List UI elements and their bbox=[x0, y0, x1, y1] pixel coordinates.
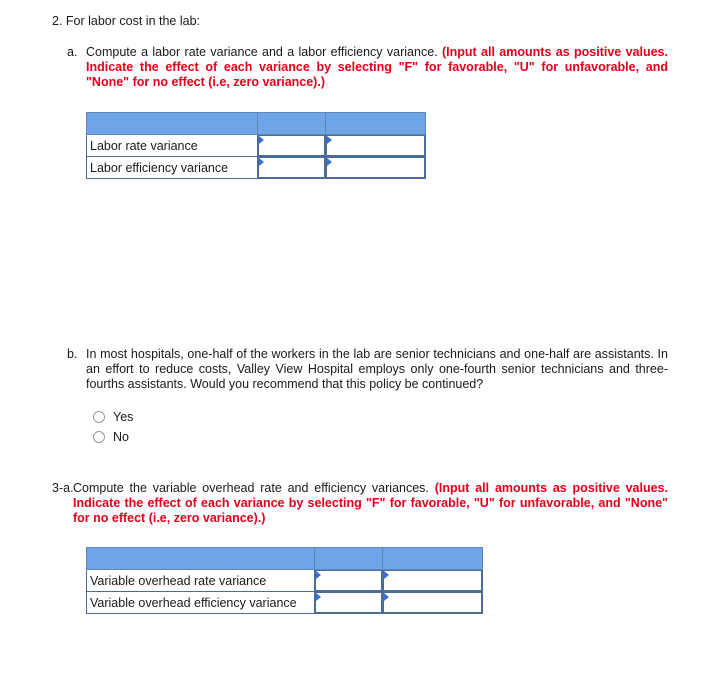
part-a-text: Compute a labor rate variance and a labor efficiency variance. bbox=[86, 45, 438, 59]
table-row bbox=[87, 570, 483, 592]
part-3a-instruction: (Input all amounts as positive values. Indicate the effect of each variance by selecting "F" for favorable, "U" for unfavorable, and "None" for no effect (i.e, zero variance).) bbox=[73, 481, 668, 525]
header-cell-amount bbox=[258, 113, 326, 135]
table-header-row bbox=[87, 113, 426, 135]
input-marker-icon bbox=[384, 593, 389, 601]
header-cell-amount bbox=[315, 548, 383, 570]
radio-label-yes: Yes bbox=[113, 410, 134, 424]
part-a-label: a. bbox=[67, 45, 78, 59]
input-marker-icon bbox=[384, 571, 389, 579]
table-header-row bbox=[87, 548, 483, 570]
part-3a-prompt bbox=[52, 481, 668, 526]
radio-button-icon[interactable] bbox=[93, 411, 105, 423]
question-title: 2. For labor cost in the lab: bbox=[52, 14, 200, 28]
labor-variance-table bbox=[86, 112, 426, 179]
table-row bbox=[87, 157, 426, 179]
input-marker-icon bbox=[259, 136, 264, 144]
part-b-label: b. bbox=[67, 347, 78, 361]
input-marker-icon bbox=[327, 158, 332, 166]
labor-rate-effect-select[interactable] bbox=[326, 135, 425, 156]
amount-cell bbox=[315, 592, 383, 614]
radio-label-no: No bbox=[113, 430, 129, 444]
part-a-instruction: (Input all amounts as positive values. Indicate the effect of each variance by selecting "F" for favorable, "U" for unfavorable, and "None" for no effect (i.e, zero variance).) bbox=[86, 45, 668, 89]
header-cell-label bbox=[87, 113, 258, 135]
overhead-efficiency-effect-select[interactable] bbox=[383, 592, 482, 613]
row-label-overhead-rate: Variable overhead rate variance bbox=[87, 570, 315, 592]
header-cell-effect bbox=[326, 113, 426, 135]
part-b-prompt bbox=[67, 347, 668, 392]
amount-cell bbox=[315, 570, 383, 592]
amount-cell bbox=[258, 157, 326, 179]
table-row bbox=[87, 135, 426, 157]
amount-cell bbox=[258, 135, 326, 157]
input-marker-icon bbox=[316, 571, 321, 579]
effect-cell bbox=[383, 570, 483, 592]
labor-rate-amount-input[interactable] bbox=[258, 135, 325, 156]
part-3a-text: Compute the variable overhead rate and efficiency variances. bbox=[73, 481, 429, 495]
labor-efficiency-amount-input[interactable] bbox=[258, 157, 325, 178]
radio-option-yes[interactable] bbox=[93, 409, 133, 425]
part-3a-label: 3-a. bbox=[52, 481, 74, 495]
row-label-labor-rate: Labor rate variance bbox=[87, 135, 258, 157]
input-marker-icon bbox=[327, 136, 332, 144]
overhead-rate-effect-select[interactable] bbox=[383, 570, 482, 591]
input-marker-icon bbox=[259, 158, 264, 166]
input-marker-icon bbox=[316, 593, 321, 601]
overhead-variance-table bbox=[86, 547, 483, 614]
labor-efficiency-effect-select[interactable] bbox=[326, 157, 425, 178]
radio-button-icon[interactable] bbox=[93, 431, 105, 443]
table-row bbox=[87, 592, 483, 614]
effect-cell bbox=[383, 592, 483, 614]
row-label-overhead-efficiency: Variable overhead efficiency variance bbox=[87, 592, 315, 614]
row-label-labor-efficiency: Labor efficiency variance bbox=[87, 157, 258, 179]
effect-cell bbox=[326, 157, 426, 179]
radio-option-no[interactable] bbox=[93, 429, 129, 445]
part-a-prompt bbox=[67, 45, 668, 90]
overhead-efficiency-amount-input[interactable] bbox=[315, 592, 382, 613]
header-cell-label bbox=[87, 548, 315, 570]
effect-cell bbox=[326, 135, 426, 157]
overhead-rate-amount-input[interactable] bbox=[315, 570, 382, 591]
header-cell-effect bbox=[383, 548, 483, 570]
part-b-text: In most hospitals, one-half of the workers in the lab are senior technicians and one-half are assistants. In an effort to reduce costs, Valley View Hospital employs only one-fourth senior technicians and three-fourths assistants. Would you recommend that this policy be continued? bbox=[86, 347, 668, 391]
